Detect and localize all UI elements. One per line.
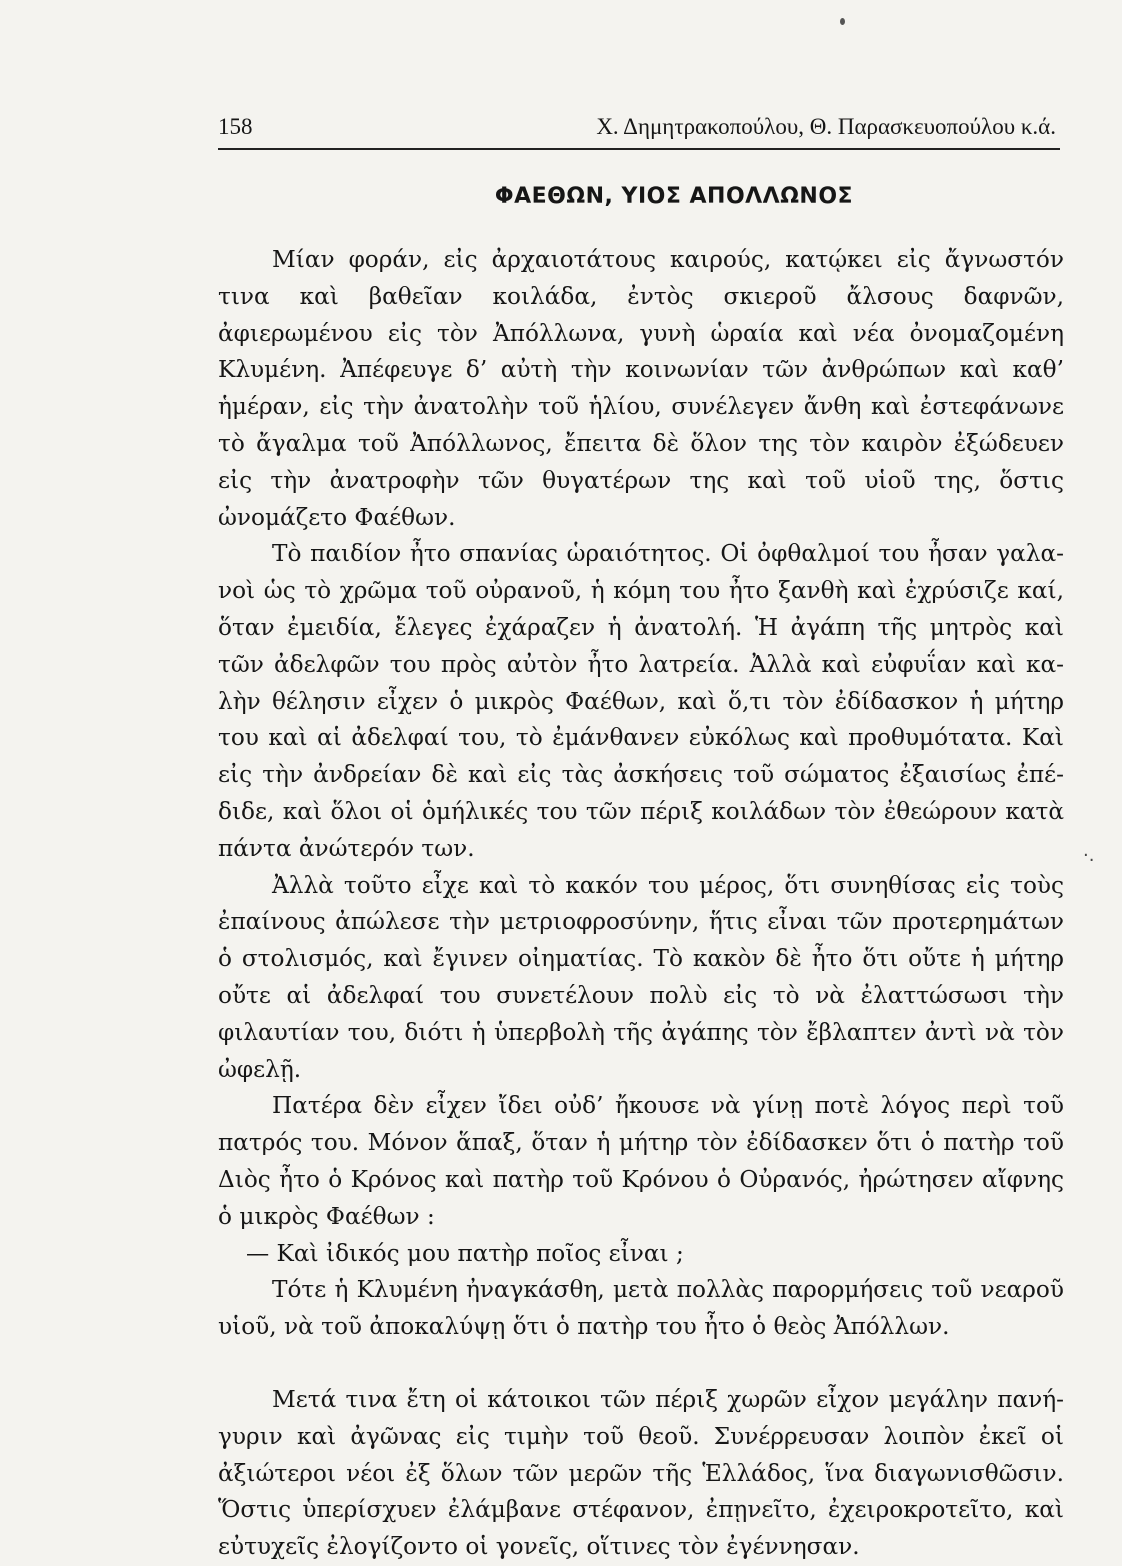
chapter-title: ΦΑΕΘΩΝ, ΥΙΟΣ ΑΠΟΛΛΩΝΟΣ	[494, 184, 854, 209]
chapter-body	[218, 242, 1064, 1566]
paragraph: Τότε ἡ Κλυμένη ἠναγκάσθη, μετὰ πολλὰς παρορμήσεις τοῦ νεαροῦ υἱοῦ, νὰ τοῦ ἀποκαλύψῃ ὅτι ὁ πατὴρ του ἦτο ὁ θεὸς Ἀπόλλων.	[218, 1276, 1064, 1341]
running-title: Χ. Δημητρακοπούλου, Θ. Παρασκευοπούλου κ.ά.	[596, 114, 1056, 139]
paragraph: Ἀλλὰ τοῦτο εἶχε καὶ τὸ κακόν του μέρος, ὅτι συνηθίσας εἰς τοὺς ἐπαίνους ἀπώλεσε τὴν μετριοφροσύνην, ἥτις εἶναι τῶν προτερημάτων ὁ στολισμός, καὶ ἔγινεν οἰηματίας. Τὸ κακὸν δὲ ἦτο ὅτι οὔτε ἡ μήτηρ οὔτε αἱ ἀδελφαί του συνετέλουν πολὺ εἰς τὸ νὰ ἐλαττώσωσι τὴν φιλαυτίαν του, διότι ἡ ὑπερβολὴ τῆς ἀγάπης τὸν ἔβλαπτεν ἀντὶ νὰ τὸν ὠφελῇ.	[218, 871, 1064, 1083]
dialogue-line: — Καὶ ἰδικός μου πατὴρ ποῖος εἶναι ;	[246, 1239, 684, 1267]
paragraph: Πατέρα δὲν εἶχεν ἴδει οὐδ’ ἤκουσε νὰ γίνῃ ποτὲ λόγος περὶ τοῦ πατρός του. Μόνον ἅπαξ, ὅταν ἡ μήτηρ τὸν ἐδίδασκεν ὅτι ὁ πατὴρ τοῦ Διὸς ἦτο ὁ Κρόνος καὶ πατὴρ τοῦ Κρόνου ὁ Οὐρανός, ἠρώτησεν αἴφνης ὁ μικρὸς Φαέθων :	[218, 1092, 1064, 1230]
paragraph: Μίαν φοράν, εἰς ἀρχαιοτάτους καιρούς, κατῴκει εἰς ἄγνωστόν τινα καὶ βαθεῖαν κοιλάδα, ἐντὸς σκιεροῦ ἄλσους δαφνῶν, ἀφιερωμένου εἰς τὸν Ἀπόλλωνα, γυνὴ ὡραία καὶ νέα ὀνομαζομένη Κλυμένη. Ἀπέφευγε δ’ αὐτὴ τὴν κοινωνίαν τῶν ἀνθρώπων καὶ καθ’ ἡμέραν, εἰς τὴν ἀνατολὴν τοῦ ἡλίου, συνέλεγεν ἄνθη καὶ ἐστεφάνωνε τὸ ἄγαλμα τοῦ Ἀπόλλωνος, ἔπειτα δὲ ὅλον της τὸν καιρὸν ἐξώδευεν εἰς τὴν ἀνατροφὴν τῶν θυγατέρων της καὶ τοῦ υἱοῦ της, ὅστις ὠνομάζετο Φαέθων.	[218, 246, 1064, 531]
paragraph: Μετά τινα ἔτη οἱ κάτοικοι τῶν πέριξ χωρῶν εἶχον μεγάλην πανήγυριν καὶ ἀγῶνας εἰς τιμὴν τοῦ θεοῦ. Συνέρρευσαν λοιπὸν ἐκεῖ οἱ ἀξιώτεροι νέοι ἐξ ὅλων τῶν μερῶν τῆς Ἑλλάδος, ἵνα διαγωνισθῶσιν. Ὅστις ὑπερίσχυεν ἐλάμβανε στέφανον, ἐπῃνεῖτο, ἐχειροκροτεῖτο, καὶ εὐτυχεῖς ἐλογίζοντο οἱ γονεῖς, οἵτινες τὸν ἐγέννησαν.	[218, 1385, 1064, 1561]
page-header	[218, 112, 1060, 150]
margin-mark: ·.	[1083, 845, 1095, 866]
paragraph: Τὸ παιδίον ἦτο σπανίας ὡραιότητος. Οἱ ὀφθαλμοί του ἦσαν γαλανοὶ ὡς τὸ χρῶμα τοῦ οὐρανοῦ, ἡ κόμη του ἦτο ξανθὴ καὶ ἐχρύσιζε καί, ὅταν ἐμειδία, ἔλεγες ἐχάραζεν ἡ ἀνατολή. Ἡ ἀγάπη τῆς μητρὸς καὶ τῶν ἀδελφῶν του πρὸς αὐτὸν ἦτο λατρεία. Ἀλλὰ καὶ εὐφυΐαν καὶ καλὴν θέλησιν εἶχεν ὁ μικρὸς Φαέθων, καὶ ὅ,τι τὸν ἐδίδασκον ἡ μήτηρ του καὶ αἱ ἀδελφαί του, τὸ ἐμάνθανεν εὐκόλως καὶ προθυμότατα. Καὶ εἰς τὴν ἀνδρείαν δὲ καὶ εἰς τὰς ἀσκήσεις τοῦ σώματος ἐξαισίως ἐπέδιδε, καὶ ὅλοι οἱ ὁμήλικές του τῶν πέριξ κοιλάδων τὸν ἐθεώρουν κατὰ πάντα ἀνώτερόν των.	[218, 540, 1064, 862]
page-number: 158	[218, 114, 253, 139]
print-speck	[840, 18, 845, 25]
